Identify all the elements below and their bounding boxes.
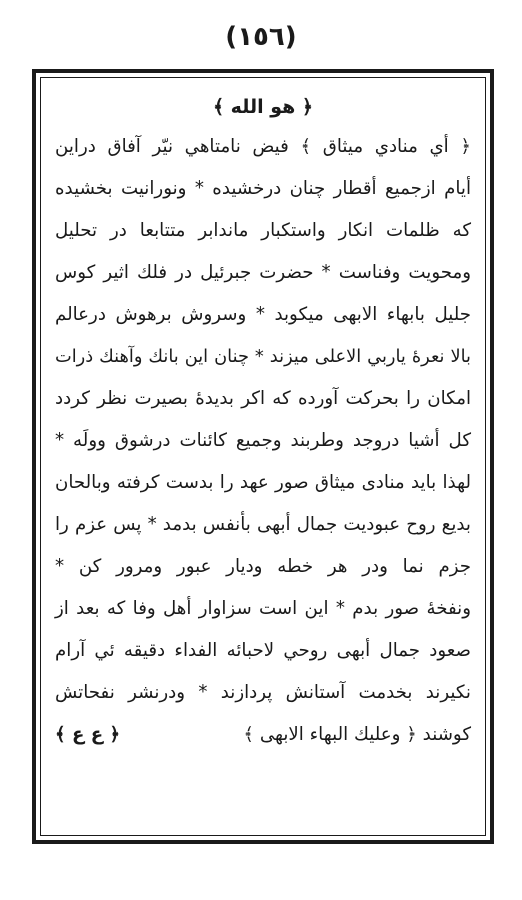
text-line: جزم نما ودر هر خطه وديار عبور ومرور كن * (55, 556, 471, 577)
text-line: كل أشيا دروجد وطربند وجميع كائنات درشوق وولَه * (55, 430, 471, 451)
text-line: كه ظلمات انكار واستكبار ماندابر متتابعا در تحليل (55, 220, 471, 241)
text-line: امكان را بحركت آورده كه اكر بديدهٔ بصيرت نظر كردد (55, 388, 471, 409)
closing-text: كوشند ﴿ وعليك البهاء الابهى ﴾ (243, 724, 471, 745)
text-line: ومحويت وفناست * حضرت جبرئيل در فلك اثير كوس (55, 262, 471, 283)
text-line: لهذا بايد منادى ميثاق صور عهد را بدست كرفته وبالحان (55, 472, 471, 493)
text-line: أيام ازجميع أقطار چنان درخشيده * ونورانيت بخشيده (55, 178, 471, 199)
page-number: (١٥٦) (225, 22, 297, 52)
text-line: بالا نعرهٔ ياربي الاعلى ميزند * چنان اين بانك وآهنك ذرات (55, 346, 471, 367)
tablet-text (55, 88, 471, 756)
text-line: جليل بابهاء الابهى ميكوبد * وسروش برهوش درعالم (55, 304, 471, 325)
invocation-heading: ﴿ هو الله ﴾ (212, 96, 314, 118)
text-line: ﴿ أي منادي ميثاق ﴾ فيض نامتاهي نيّر آفاق دراين (55, 136, 471, 157)
signature: ﴿ ع ع ﴾ (55, 724, 121, 745)
page-border (32, 69, 494, 844)
inner-border (40, 77, 486, 836)
text-line: صعود جمال أبهى روحي لاحبائه الفداء دقيقه ئي آرام (55, 640, 471, 661)
closing-line (55, 714, 471, 756)
text-line: نكيرند بخدمت آستانش پردازند * ودرنشر نفحاتش (55, 682, 471, 703)
text-line: ونفخهٔ صور بدم * اين است سزاوار أهل وفا كه بعد از (55, 598, 471, 619)
text-line: بديع روح عبوديت جمال أبهى بأنفس بدمد * پس عزم را (55, 514, 471, 535)
